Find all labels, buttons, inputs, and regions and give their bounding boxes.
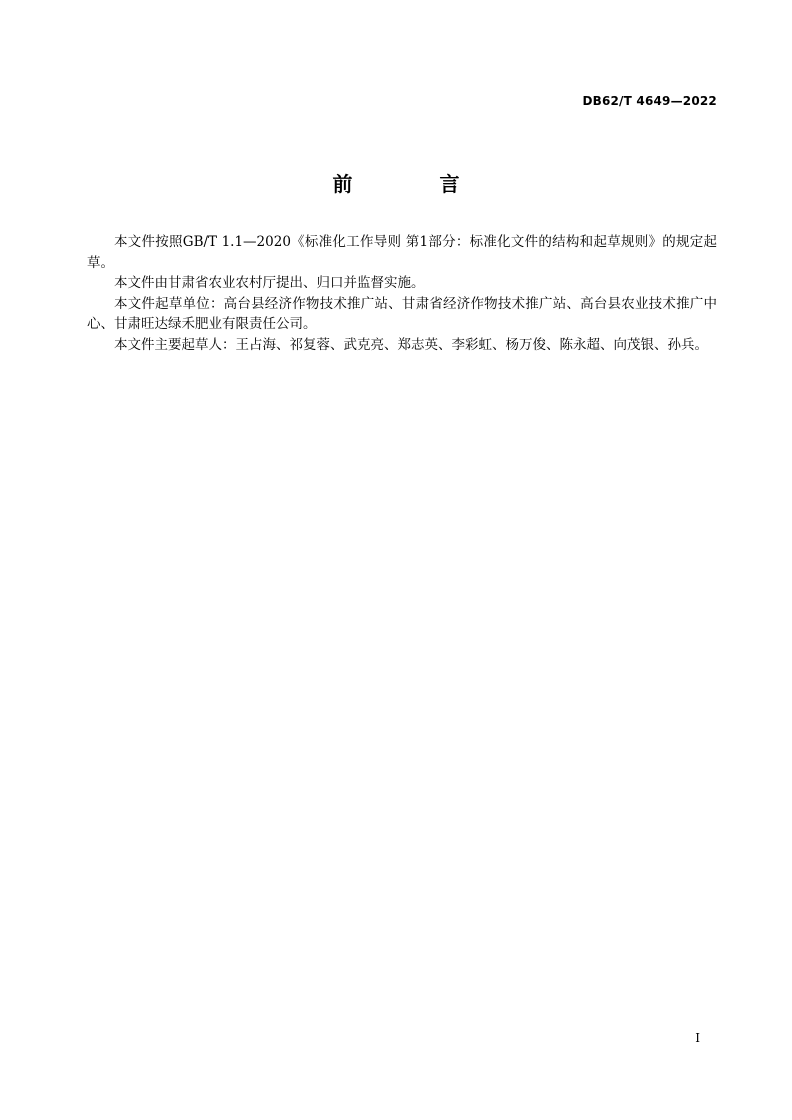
document-body bbox=[87, 232, 717, 355]
paragraph-drafting-basis: 本文件按照GB/T 1.1—2020《标准化工作导则 第1部分：标准化文件的结构和起草规则》的规定起草。 bbox=[87, 234, 717, 271]
page-title: 前 言 bbox=[332, 172, 500, 196]
paragraph-drafting-units: 本文件起草单位：高台县经济作物技术推广站、甘肃省经济作物技术推广站、高台县农业技术推广中心、甘肃旺达绿禾肥业有限责任公司。 bbox=[87, 295, 717, 332]
paragraph-drafters: 本文件主要起草人：王占海、祁复蓉、武克亮、郑志英、李彩虹、杨万俊、陈永超、向茂银、孙兵。 bbox=[114, 336, 708, 353]
paragraph-proposer: 本文件由甘肃省农业农村厅提出、归口并监督实施。 bbox=[114, 275, 425, 291]
page-number: I bbox=[695, 1031, 700, 1045]
document-code: DB62/T 4649—2022 bbox=[582, 94, 717, 108]
